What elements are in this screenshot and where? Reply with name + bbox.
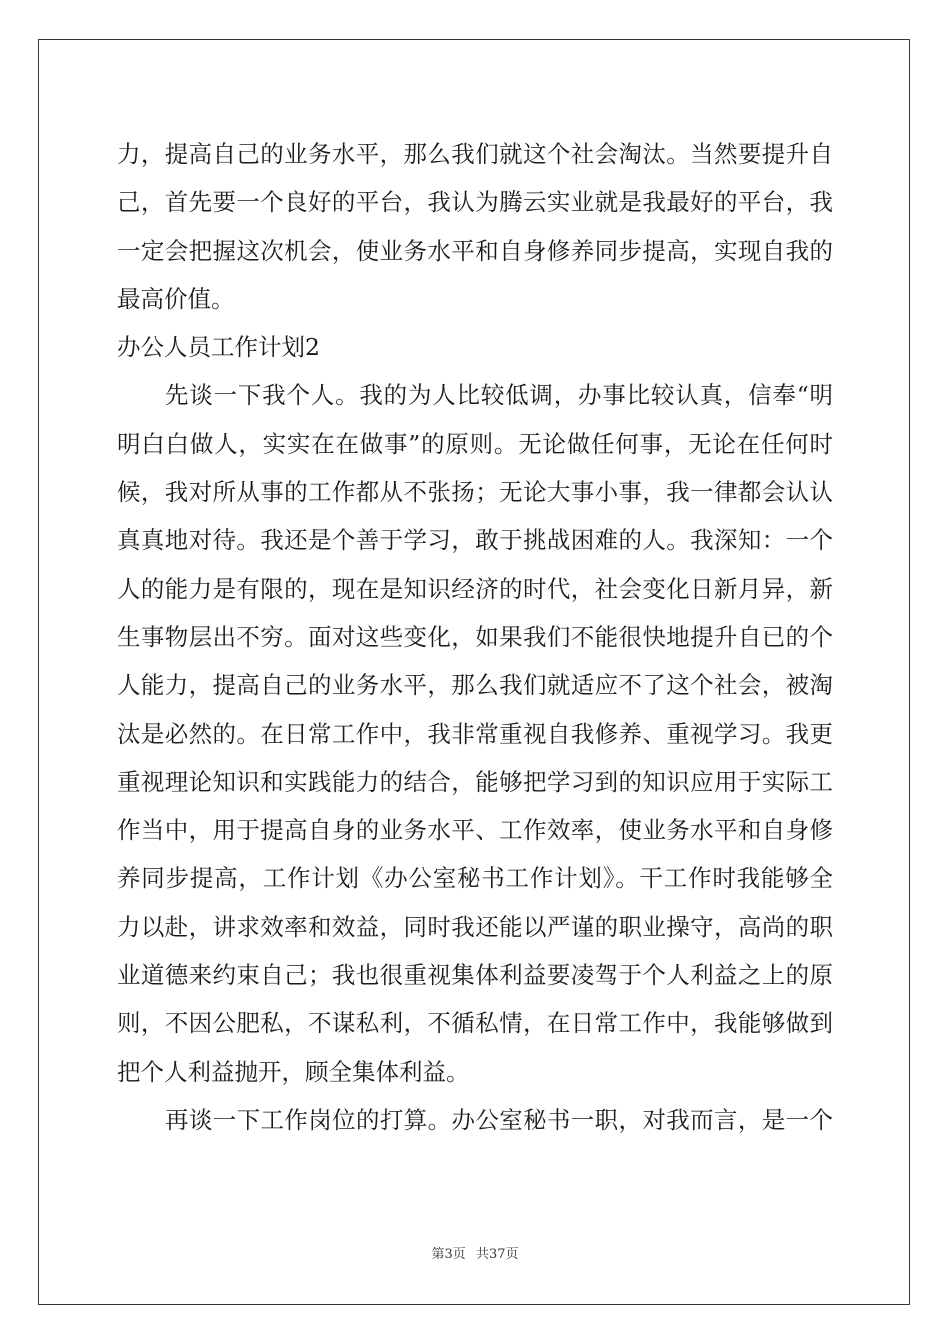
text-line: 候，我对所从事的工作都从不张扬；无论大事小事，我一律都会认认: [117, 478, 833, 507]
text-line: 人的能力是有限的，现在是知识经济的时代，社会变化日新月异，新: [117, 574, 833, 603]
text-line: 生事物层出不穷。面对这些变化，如果我们不能很快地提升自已的个: [117, 622, 833, 651]
section-heading: 办公人员工作计划2: [117, 333, 320, 362]
paragraph-first-line: 再谈一下工作岗位的打算。办公室秘书一职，对我而言，是一个: [165, 1105, 833, 1134]
text-line: 则，不因公肥私，不谋私利，不循私情，在日常工作中，我能够做到: [117, 1009, 833, 1038]
text-line: 重视理论知识和实践能力的结合，能够把学习到的知识应用于实际工: [117, 767, 833, 796]
text-line: 力以赴，讲求效率和效益，同时我还能以严谨的职业操守，高尚的职: [117, 912, 833, 941]
text-line: 一定会把握这次机会，使业务水平和自身修养同步提高，实现自我的: [117, 236, 833, 265]
text-line: 真真地对待。我还是个善于学习，敢于挑战困难的人。我深知：一个: [117, 526, 833, 555]
text-line: 最高价值。: [117, 284, 235, 313]
page-total: 共37页: [475, 1247, 519, 1262]
text-line: 作当中，用于提高自身的业务水平、工作效率，使业务水平和自身修: [117, 816, 833, 845]
text-line: 养同步提高，工作计划《办公室秘书工作计划》。干工作时我能够全: [117, 864, 833, 893]
text-line: 明白白做人，实实在在做事”的原则。无论做任何事，无论在任何时: [117, 429, 833, 458]
text-line: 汰是必然的。在日常工作中，我非常重视自我修养、重视学习。我更: [117, 719, 833, 748]
text-line: 己，首先要一个良好的平台，我认为腾云实业就是我最好的平台，我: [117, 188, 833, 217]
paragraph-first-line: 先谈一下我个人。我的为人比较低调，办事比较认真，信奉“明: [165, 381, 833, 410]
text-line: 业道德来约束自己；我也很重视集体利益要凌驾于个人利益之上的原: [117, 961, 833, 990]
text-line: 人能力，提高自己的业务水平，那么我们就适应不了这个社会，被淘: [117, 671, 833, 700]
document-body: [117, 130, 833, 1144]
text-line: 力，提高自己的业务水平，那么我们就这个社会淘汰。当然要提升自: [117, 140, 833, 168]
page-footer: [0, 1243, 950, 1262]
page-number: 第3页: [431, 1247, 466, 1262]
text-line: 把个人利益抛开，顾全集体利益。: [117, 1057, 470, 1086]
